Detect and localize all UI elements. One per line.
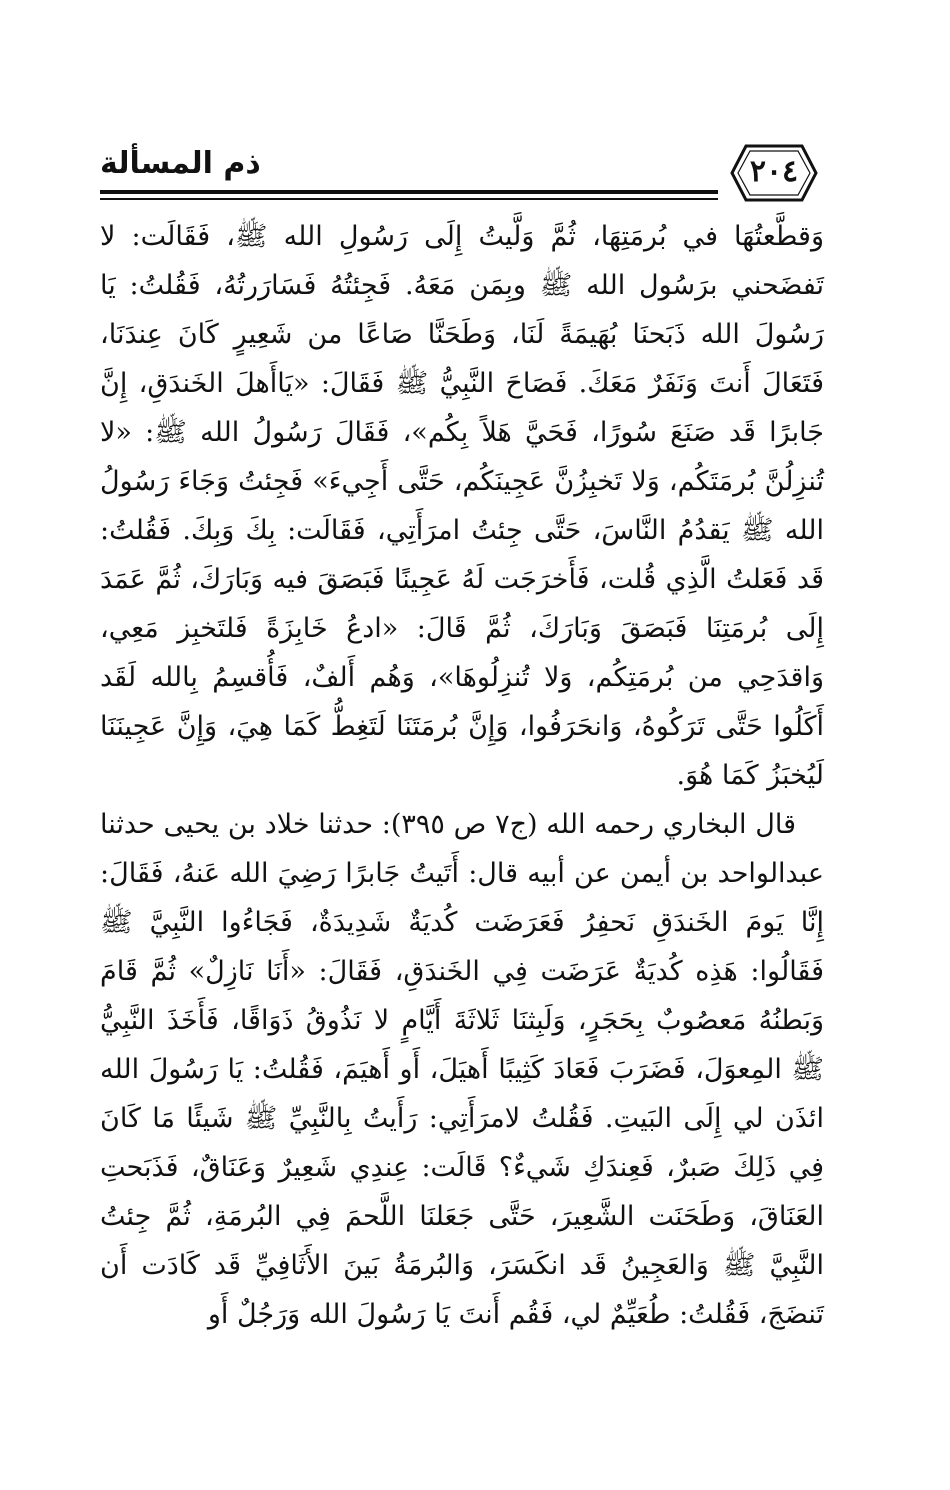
paragraph-1: وَقطَّعتُهَا في بُرمَتِهَا، ثُمَّ وَلَّيتُ إِلَى رَسُولِ الله ﷺ، فَقَالَت: لا تَفضَحني برَسُول الله ﷺ وبِمَن مَعَهُ. فَجِئتُهُ فَسَارَرتُهُ، فَقُلتُ: يَا رَسُولَ الله ذَبَحنَا بُهَيمَةً لَنَا، وَطَحَنَّا صَاعًا من شَعِيرٍ كَانَ عِندَنَا، فَتَعَالَ أَنتَ وَنَفَرٌ مَعَكَ. فَصَاحَ النَّبِيُّ ﷺ فَقَالَ: «يَاأَهلَ الخَندَقِ، إِنَّ جَابرًا قَد صَنَعَ سُورًا، فَحَيَّ هَلاً بِكُم»، فَقَالَ رَسُولُ الله ﷺ: «لا تُنزِلُنَّ بُرمَتَكُم، وَلا تَخبِزُنَّ عَجِينَكُم، حَتَّى أَجِيءَ» فَجِئتُ وَجَاءَ رَسُولُ الله ﷺ يَقدُمُ النَّاسَ، حَتَّى جِئتُ امرَأَتِي، فَقَالَت: بِكَ وَبِكَ. فَقُلتُ: قَد فَعَلتُ الَّذِي قُلت، فَأَخرَجَت لَهُ عَجِينًا فَبَصَقَ فيه وَبَارَكَ، ثُمَّ عَمَدَ إِلَى بُرمَتِنَا فَبَصَقَ وَبَارَكَ، ثُمَّ قَالَ: «ادعُ خَابِزَةً فَلتَخبِز مَعِي، وَاقدَحِي من بُرمَتِكُم، وَلا تُنزِلُوهَا»، وَهُم أَلفٌ، فَأُقسِمُ بِالله لَقَد أَكَلُوا حَتَّى تَرَكُوهُ، وَانحَرَفُوا، وَإِنَّ بُرمَتَنَا لَتَغِطُّ كَمَا هِيَ، وَإِنَّ عَجِينَنَا لَيُخبَزُ كَمَا هُوَ.: [100, 221, 824, 791]
page-number: ٢٠٤: [749, 154, 799, 189]
book-title: ذم المسألة: [100, 146, 261, 181]
page-header: [100, 140, 824, 206]
page-body: [100, 212, 824, 1339]
header-rule: [100, 190, 824, 194]
header-rule-thin: [100, 198, 824, 200]
page-number-badge: [718, 140, 830, 206]
paragraph-2: قال البخاري رحمه الله (ج٧ ص ٣٩٥): حدثنا خلاد بن يحيى حدثنا عبدالواحد بن أيمن عن أبيه قال: أَتَيتُ جَابرًا رَضِيَ الله عَنهُ، فَقَالَ: إِنَّا يَومَ الخَندَقِ نَحفِرُ فَعَرَضَت كُديَةٌ شَدِيدَةٌ، فَجَاءُوا النَّبِيَّ ﷺ فَقَالُوا: هَذِه كُديَةٌ عَرَضَت فِي الخَندَقِ، فَقَالَ: «أَنَا نَازِلٌ» ثُمَّ قَامَ وَبَطنُهُ مَعصُوبٌ بِحَجَرٍ، وَلَبِثنَا ثَلاثَةَ أَيَّامٍ لا نَذُوقُ ذَوَاقًا، فَأَخَذَ النَّبِيُّ ﷺ المِعوَلَ، فَضَرَبَ فَعَادَ كَثِيبًا أَهيَلَ، أَو أَهيَمَ، فَقُلتُ: يَا رَسُولَ الله ائذَن لي إِلَى البَيتِ. فَقُلتُ لامرَأَتِي: رَأَيتُ بِالنَّبِيِّ ﷺ شَيئًا مَا كَانَ فِي ذَلِكَ صَبرٌ، فَعِندَكِ شَيءٌ؟ قَالَت: عِندِي شَعِيرٌ وَعَنَاقٌ، فَذَبَحتِ العَنَاقَ، وَطَحَنَت الشَّعِيرَ، حَتَّى جَعَلنَا اللَّحمَ فِي البُرمَةِ، ثُمَّ جِئتُ النَّبِيَّ ﷺ وَالعَجِينُ قَد انكَسَرَ، وَالبُرمَةُ بَينَ الأَثَافِيِّ قَد كَادَت أَن تَنضَجَ، فَقُلتُ: طُعَيِّمٌ لي، فَقُم أَنتَ يَا رَسُولَ الله وَرَجُلٌ أَو: [100, 809, 824, 1330]
